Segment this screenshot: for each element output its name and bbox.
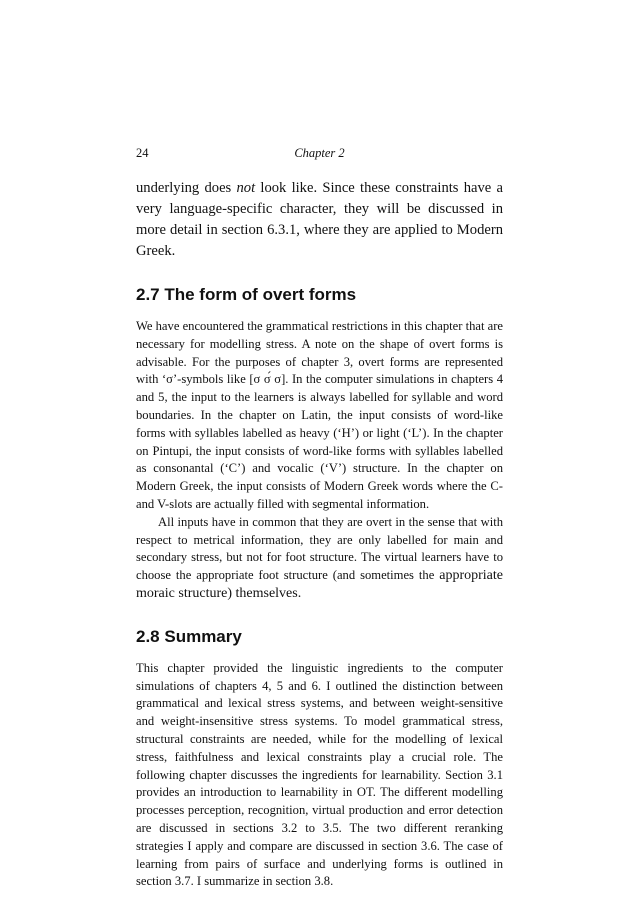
section-2-7-paragraph-2-end: appropriate moraic structure) themselves. xyxy=(136,568,503,601)
section-2-7-body xyxy=(136,318,503,603)
section-2-7-paragraph-2-start: All inputs have in common that they are overt in the sense that with respect to metrical information, they are only labelled for main and secondary stress, but not for foot structure. The virtual learners have to choose the appropriate foot structure (and sometimes the xyxy=(136,514,503,583)
section-2-7-paragraph-1: We have encountered the grammatical restrictions in this chapter that are necessary for modelling stress. A note on the shape of overt forms is advisable. For the purposes of chapter 3, overt forms are represented with ‘σ’-symbols like [σ σ́ σ]. In the computer simulations in chapters 4 and 5, the input to the learners is always labelled for syllable and word boundaries. In the chapter on Latin, the input consists of word-like forms with syllables labelled as heavy (‘H’) or light (‘L’). In the chapter on Pintupi, the input consists of word-like forms with syllables labelled as consonantal (‘C’) and vocalic (‘V’) structure. In the chapter on Modern Greek, the input consists of Modern Greek words where the C- and V-slots are actually filled with segmental information. xyxy=(136,319,503,511)
section-2-8-paragraph: This chapter provided the linguistic ingredients to the computer simulations of chapters 4, 5 and 6. I outlined the distinction between grammatical and lexical stress systems, and between weight-sensitive and weight-insensitive stress systems. To model grammatical stress, structural constraints are needed, while for the modelling of lexical stress, faithfulness and lexical constraints play a crucial role. The following chapter discusses the ingredients for learnability. Section 3.1 provides an introduction to learnability in OT. The different modelling processes perception, recognition, virtual production and error detection are discussed in sections 3.2 to 3.5. The two different reranking strategies I apply and compare are discussed in section 3.6. The case of learning from pairs of surface and underlying forms is outlined in section 3.7. I summarize in section 3.8. xyxy=(136,660,503,889)
section-heading-2-7: 2.7 The form of overt forms xyxy=(136,285,357,304)
intro-text-start: underlying does xyxy=(136,180,237,196)
section-2-7-paragraph-2 xyxy=(136,514,503,603)
page-number: 24 xyxy=(136,146,149,160)
intro-emphasis: not xyxy=(236,180,256,196)
running-head xyxy=(136,146,503,162)
intro-paragraph xyxy=(136,178,503,262)
section-2-8-body xyxy=(136,660,503,891)
page-content xyxy=(136,178,503,891)
section-heading-2-8: 2.8 Summary xyxy=(136,626,242,646)
chapter-label: Chapter 2 xyxy=(294,146,345,160)
intro-text-end: look like. Since these constraints have a very language-specific character, they will be discussed in more detail in section 6.3.1, where they are applied to Modern Greek. xyxy=(136,180,503,259)
